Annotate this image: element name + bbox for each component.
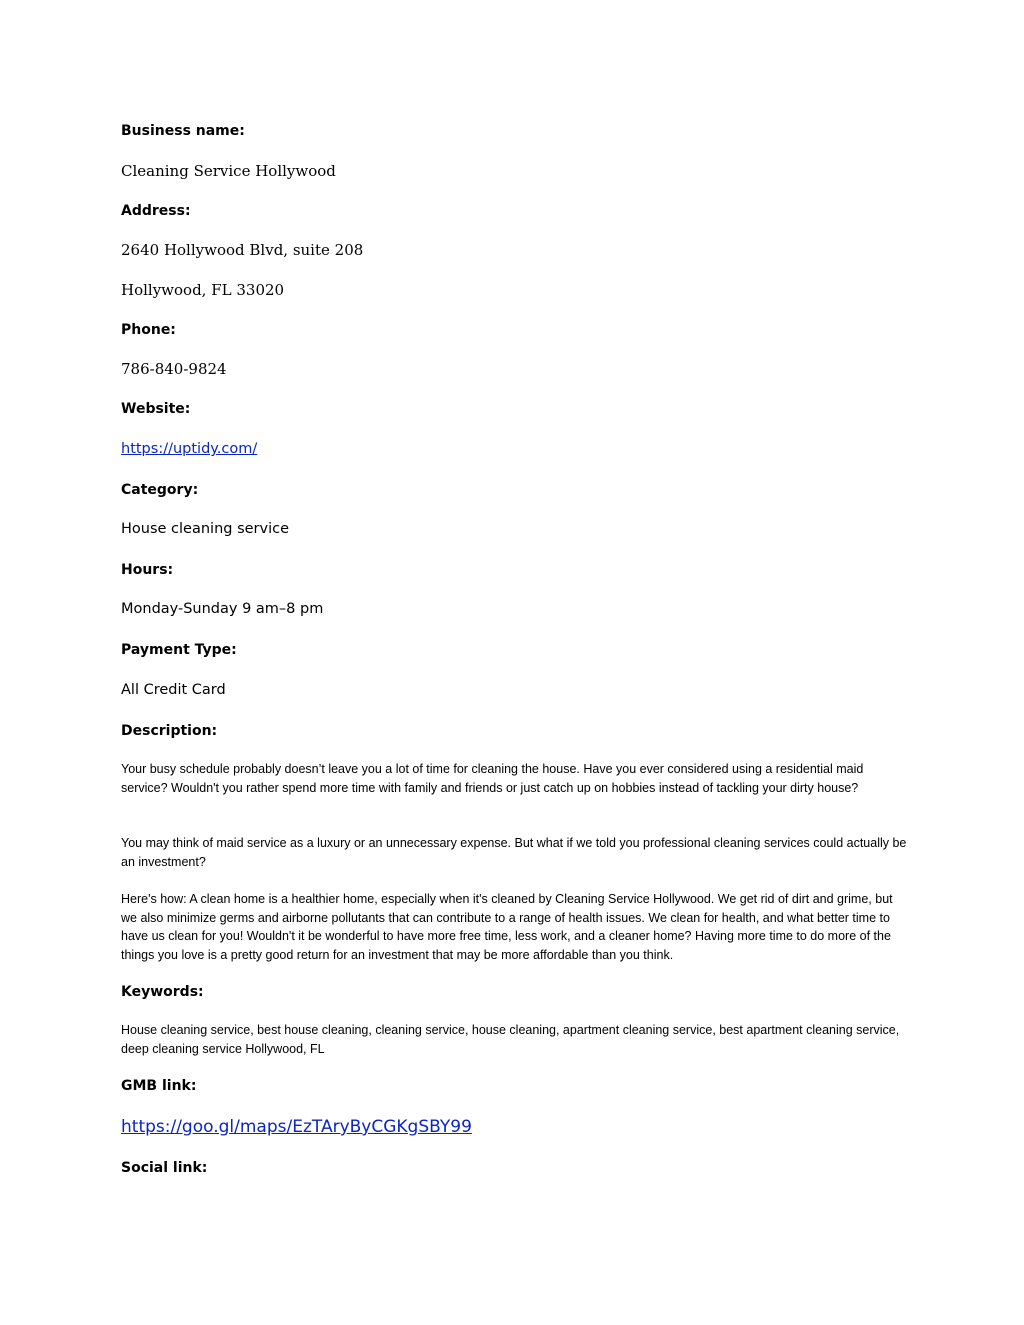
payment-type-value: All Credit Card [121,682,226,698]
website-label: Website: [121,401,191,417]
business-name-value: Cleaning Service Hollywood [121,162,336,180]
phone-value: 786-840-9824 [121,360,227,378]
phone-label: Phone: [121,322,176,338]
payment-type-label: Payment Type: [121,642,237,658]
hours-value: Monday-Sunday 9 am–8 pm [121,601,324,617]
description-label: Description: [121,723,218,739]
keywords-label: Keywords: [121,984,204,1000]
category-label: Category: [121,482,199,498]
keywords-value: House cleaning service, best house cleaning, cleaning service, house cleaning, apartment cleaning service, best apartment cleaning service, deep cleaning service Hollywood, FL [121,1023,900,1056]
business-name-label: Business name: [121,123,245,139]
address-line2: Hollywood, FL 33020 [121,281,285,299]
gmb-link-label: GMB link: [121,1078,197,1094]
website-link[interactable]: https://uptidy.com/ [121,441,258,457]
description-paragraph-2: You may think of maid service as a luxury or an unnecessary expense. But what if we told you professional cleaning services could actually be an investment? [121,836,907,869]
description-paragraph-1: Your busy schedule probably doesn’t leave you a lot of time for cleaning the house. Have you ever considered using a residential maid service? Wouldn't you rather spend more time with family and friends or just catch up on hobbies instead of tackling your dirty house? [121,762,864,795]
description-paragraph-3: Here's how: A clean home is a healthier home, especially when it's cleaned by Cleaning Service Hollywood. We get rid of dirt and grime, but we also minimize germs and airborne pollutants that can contribute to a range of health issues. We clean for health, and what better time to have us clean for you! Wouldn't it be wonderful to have more free time, less work, and a cleaner home? Having more time to do more of the things you love is a pretty good return for an investment that may be more affordable than you think. [121,892,893,962]
address-label: Address: [121,203,191,219]
hours-label: Hours: [121,562,174,578]
social-link-label: Social link: [121,1160,208,1176]
gmb-link[interactable]: https://goo.gl/maps/EzTAryByCGKgSBY99 [121,1117,472,1137]
address-line1: 2640 Hollywood Blvd, suite 208 [121,241,364,259]
category-value: House cleaning service [121,521,290,537]
